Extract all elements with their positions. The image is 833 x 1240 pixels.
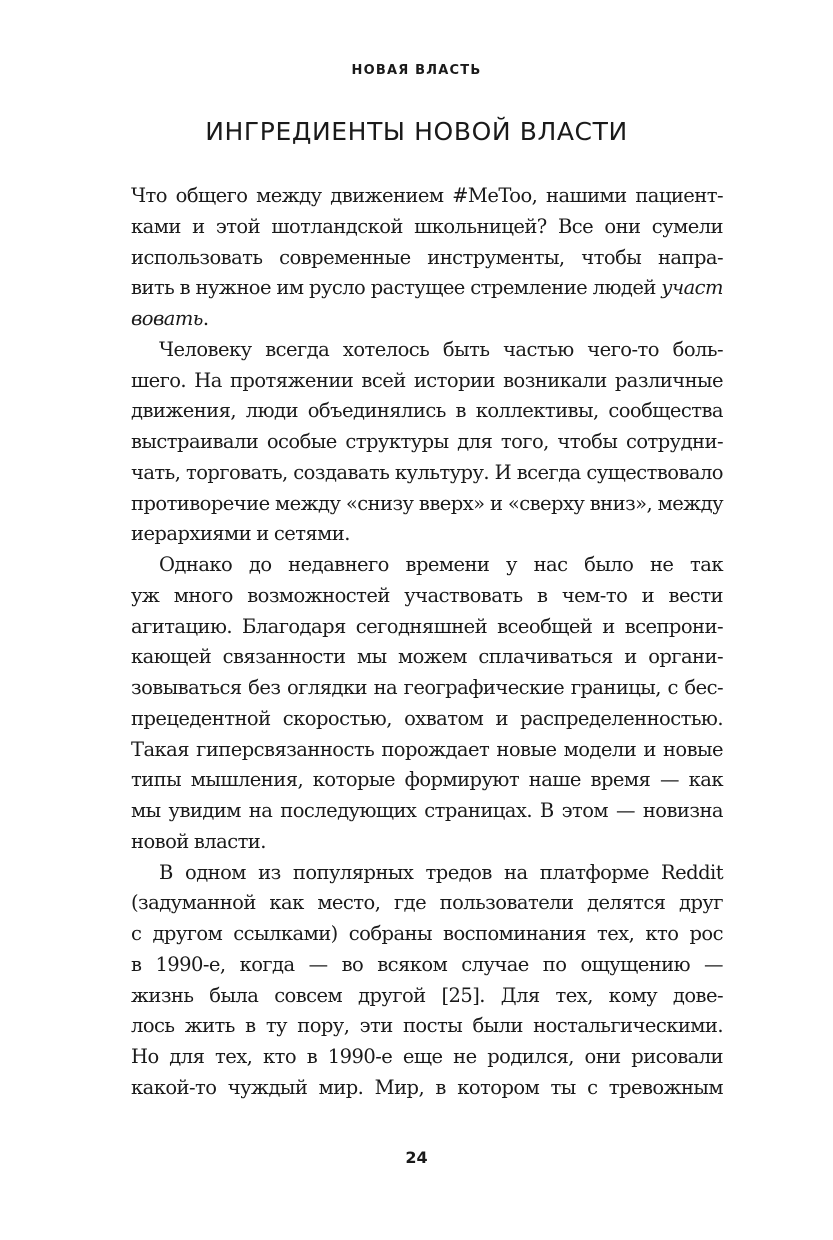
text-line: агитацию. Благодаря сегодняшней всеобщей и всепрони-	[131, 614, 723, 638]
paragraph-3	[131, 550, 723, 858]
paragraph-2	[131, 335, 723, 550]
text-line: Но для тех, кто в 1990-е еще не родился, они рисовали	[131, 1045, 723, 1068]
italic-word: вовать	[131, 307, 203, 330]
text-line-part: вить в нужное им русло растущее стремление людей	[131, 276, 656, 300]
text-line: прецедентной скоростью, охватом и распределенностью.	[131, 706, 723, 730]
text-line: в 1990-е, когда — во всяком случае по ощущению —	[131, 952, 723, 976]
text-line: Такая гиперсвязанность порождает новые модели и новые	[131, 737, 723, 761]
text-line: уж много возможностей участвовать в чем-то и вести	[131, 583, 723, 607]
text-line	[131, 273, 723, 304]
text-line: движения, люди объединялись в коллективы, сообщества	[131, 399, 723, 423]
text-line: мы увидим на последующих страницах. В этом — новизна	[131, 799, 723, 822]
text-line: Однако до недавнего времени у нас было не так	[159, 553, 723, 576]
paragraph-4	[131, 858, 723, 1104]
text-line: Что общего между движением #MeToo, нашими пациент-	[131, 184, 723, 207]
text-line: зовываться без оглядки на географические границы, с бес-	[131, 676, 723, 699]
page-number: 24	[405, 1148, 428, 1167]
text-line: В одном из популярных тредов на платформе Reddit	[159, 860, 723, 884]
running-head: НОВАЯ ВЛАСТЬ	[351, 63, 482, 78]
text-line-part: .	[202, 307, 209, 330]
text-line: какой-то чуждый мир. Мир, в котором ты с тревожным	[131, 1075, 723, 1099]
text-line: кающей связанности мы можем сплачиваться и органи-	[131, 645, 723, 669]
text-line: иерархиями и сетями.	[131, 522, 350, 546]
text-line	[131, 304, 723, 335]
text-line: лось жить в ту пору, эти посты были ностальгическими.	[131, 1014, 723, 1038]
chapter-title: ИНГРЕДИЕНТЫ НОВОЙ ВЛАСТИ	[205, 117, 628, 146]
text-line: с другом ссылками) собраны воспоминания тех, кто рос	[131, 922, 723, 945]
text-line: (задуманной как место, где пользователи делятся друг	[131, 891, 723, 915]
text-line: ками и этой шотландской школьницей? Все они сумели	[131, 214, 723, 238]
text-line: жизнь была совсем другой [25]. Для тех, кому дове-	[131, 983, 723, 1007]
italic-word: участ	[661, 276, 723, 300]
text-line: чать, торговать, создавать культуру. И всегда существовало	[131, 460, 723, 484]
text-line: Человеку всегда хотелось быть частью чего-то боль-	[159, 337, 723, 361]
text-line: типы мышления, которые формируют наше время — как	[131, 768, 723, 792]
paragraph-1	[131, 181, 723, 335]
text-line: новой власти.	[131, 829, 266, 853]
text-line: шего. На протяжении всей истории возникали различные	[131, 368, 723, 392]
body-text	[131, 181, 723, 1104]
text-line: выстраивали особые структуры для того, чтобы сотрудни-	[131, 430, 723, 453]
text-line: противоречие между «снизу вверх» и «сверху вниз», между	[131, 491, 723, 515]
text-line: использовать современные инструменты, чтобы напра-	[131, 245, 723, 269]
